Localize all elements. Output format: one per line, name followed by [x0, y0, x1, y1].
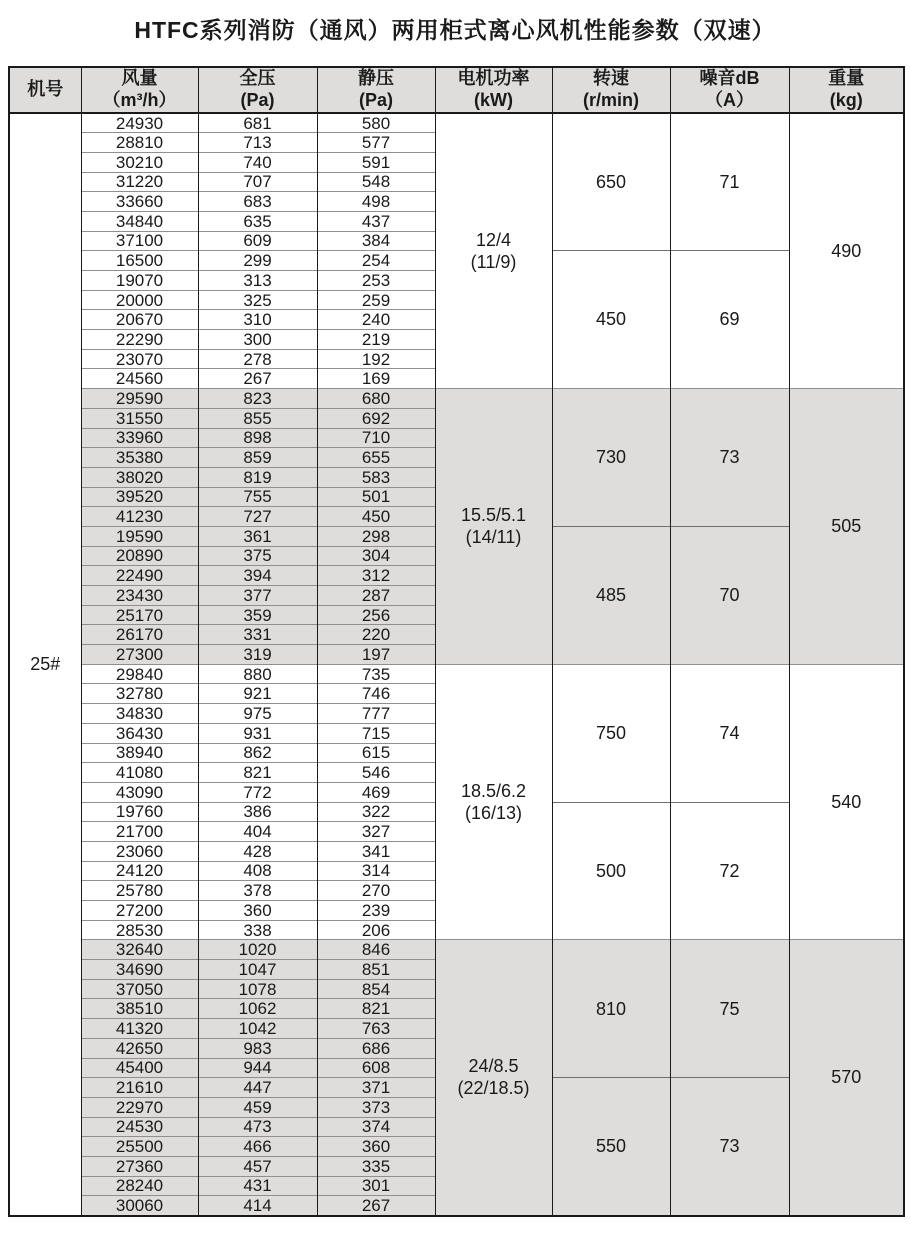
static-pressure-cell: 219: [317, 330, 435, 350]
static-pressure-cell: 169: [317, 369, 435, 389]
total-pressure-cell: 1062: [198, 999, 317, 1019]
header-unit: (kW): [474, 90, 513, 110]
motor-power-high: 12/4: [475, 229, 512, 250]
airflow-cell: 25170: [81, 605, 198, 625]
static-pressure-cell: 763: [317, 1019, 435, 1039]
column-header-4: [435, 67, 552, 113]
total-pressure-cell: 338: [198, 920, 317, 940]
static-pressure-cell: 312: [317, 566, 435, 586]
airflow-cell: 24930: [81, 113, 198, 133]
airflow-cell: 42650: [81, 1038, 198, 1058]
total-pressure-cell: 944: [198, 1058, 317, 1078]
total-pressure-cell: 681: [198, 113, 317, 133]
header-label: 噪音dB: [699, 68, 760, 89]
speed-cell: 810: [552, 940, 670, 1078]
total-pressure-cell: 1042: [198, 1019, 317, 1039]
header-row: [9, 67, 904, 113]
total-pressure-cell: 313: [198, 271, 317, 291]
airflow-cell: 45400: [81, 1058, 198, 1078]
airflow-cell: 33660: [81, 192, 198, 212]
header-label: 全压: [239, 68, 276, 89]
airflow-cell: 20000: [81, 290, 198, 310]
static-pressure-cell: 192: [317, 349, 435, 369]
table-row: [9, 113, 904, 133]
table-row: [9, 664, 904, 684]
static-pressure-cell: 854: [317, 979, 435, 999]
airflow-cell: 41080: [81, 763, 198, 783]
airflow-cell: 23430: [81, 586, 198, 606]
static-pressure-cell: 240: [317, 310, 435, 330]
airflow-cell: 27300: [81, 645, 198, 665]
airflow-cell: 26170: [81, 625, 198, 645]
static-pressure-cell: 715: [317, 723, 435, 743]
total-pressure-cell: 378: [198, 881, 317, 901]
header-label: 风量: [121, 68, 158, 89]
motor-power-cell: [435, 389, 552, 665]
noise-cell: 71: [670, 113, 789, 251]
static-pressure-cell: 373: [317, 1097, 435, 1117]
static-pressure-cell: 371: [317, 1078, 435, 1098]
airflow-cell: 35380: [81, 448, 198, 468]
speed-cell: 650: [552, 113, 670, 251]
total-pressure-cell: 713: [198, 133, 317, 153]
static-pressure-cell: 374: [317, 1117, 435, 1137]
static-pressure-cell: 450: [317, 507, 435, 527]
static-pressure-cell: 341: [317, 841, 435, 861]
airflow-cell: 22970: [81, 1097, 198, 1117]
fan-performance-table: [8, 66, 905, 1217]
weight-cell: 570: [789, 940, 904, 1216]
motor-power-low: (11/9): [470, 252, 517, 273]
static-pressure-cell: 577: [317, 133, 435, 153]
header-unit: （m³/h）: [102, 90, 177, 110]
header-label: 机号: [27, 79, 64, 100]
header-unit: (Pa): [240, 90, 275, 110]
airflow-cell: 34690: [81, 960, 198, 980]
noise-cell: 74: [670, 664, 789, 802]
total-pressure-cell: 459: [198, 1097, 317, 1117]
airflow-cell: 23060: [81, 841, 198, 861]
airflow-cell: 25780: [81, 881, 198, 901]
static-pressure-cell: 469: [317, 782, 435, 802]
column-header-7: [789, 67, 904, 113]
total-pressure-cell: 408: [198, 861, 317, 881]
header-label: 静压: [358, 68, 394, 89]
airflow-cell: 22290: [81, 330, 198, 350]
airflow-cell: 30210: [81, 152, 198, 172]
total-pressure-cell: 404: [198, 822, 317, 842]
airflow-cell: 22490: [81, 566, 198, 586]
total-pressure-cell: 428: [198, 841, 317, 861]
airflow-cell: 24560: [81, 369, 198, 389]
static-pressure-cell: 821: [317, 999, 435, 1019]
airflow-cell: 31550: [81, 408, 198, 428]
speed-cell: 730: [552, 389, 670, 527]
total-pressure-cell: 1078: [198, 979, 317, 999]
total-pressure-cell: 1020: [198, 940, 317, 960]
header-unit: (Pa): [358, 90, 393, 110]
motor-power-low: (14/11): [465, 527, 522, 548]
total-pressure-cell: 880: [198, 664, 317, 684]
static-pressure-cell: 322: [317, 802, 435, 822]
static-pressure-cell: 314: [317, 861, 435, 881]
static-pressure-cell: 384: [317, 231, 435, 251]
header-label: 重量: [828, 68, 865, 89]
total-pressure-cell: 609: [198, 231, 317, 251]
motor-power-high: 18.5/6.2: [460, 780, 527, 801]
weight-cell: 490: [789, 113, 904, 389]
static-pressure-cell: 686: [317, 1038, 435, 1058]
airflow-cell: 20670: [81, 310, 198, 330]
airflow-cell: 38510: [81, 999, 198, 1019]
total-pressure-cell: 431: [198, 1176, 317, 1196]
total-pressure-cell: 325: [198, 290, 317, 310]
static-pressure-cell: 360: [317, 1137, 435, 1157]
total-pressure-cell: 1047: [198, 960, 317, 980]
column-header-6: [670, 67, 789, 113]
static-pressure-cell: 220: [317, 625, 435, 645]
airflow-cell: 38020: [81, 467, 198, 487]
airflow-cell: 41230: [81, 507, 198, 527]
total-pressure-cell: 300: [198, 330, 317, 350]
static-pressure-cell: 655: [317, 448, 435, 468]
airflow-cell: 32780: [81, 684, 198, 704]
total-pressure-cell: 823: [198, 389, 317, 409]
airflow-cell: 37100: [81, 231, 198, 251]
table-row: [9, 389, 904, 409]
total-pressure-cell: 278: [198, 349, 317, 369]
total-pressure-cell: 898: [198, 428, 317, 448]
noise-cell: 69: [670, 251, 789, 389]
static-pressure-cell: 735: [317, 664, 435, 684]
static-pressure-cell: 437: [317, 211, 435, 231]
speed-cell: 485: [552, 526, 670, 664]
static-pressure-cell: 498: [317, 192, 435, 212]
static-pressure-cell: 253: [317, 271, 435, 291]
total-pressure-cell: 931: [198, 723, 317, 743]
total-pressure-cell: 299: [198, 251, 317, 271]
airflow-cell: 39520: [81, 487, 198, 507]
static-pressure-cell: 304: [317, 546, 435, 566]
table-row: [9, 940, 904, 960]
column-header-1: [81, 67, 198, 113]
airflow-cell: 38940: [81, 743, 198, 763]
header-label: 电机功率: [457, 68, 530, 89]
static-pressure-cell: 301: [317, 1176, 435, 1196]
total-pressure-cell: 394: [198, 566, 317, 586]
noise-cell: 75: [670, 940, 789, 1078]
airflow-cell: 43090: [81, 782, 198, 802]
airflow-cell: 29590: [81, 389, 198, 409]
header-unit: （A）: [705, 90, 754, 110]
noise-cell: 72: [670, 802, 789, 940]
total-pressure-cell: 414: [198, 1196, 317, 1216]
airflow-cell: 30060: [81, 1196, 198, 1216]
static-pressure-cell: 546: [317, 763, 435, 783]
total-pressure-cell: 859: [198, 448, 317, 468]
airflow-cell: 34840: [81, 211, 198, 231]
column-header-5: [552, 67, 670, 113]
table-body: [9, 113, 904, 1216]
total-pressure-cell: 267: [198, 369, 317, 389]
airflow-cell: 27200: [81, 901, 198, 921]
static-pressure-cell: 259: [317, 290, 435, 310]
static-pressure-cell: 710: [317, 428, 435, 448]
total-pressure-cell: 683: [198, 192, 317, 212]
header-unit: (r/min): [583, 90, 639, 110]
airflow-cell: 24120: [81, 861, 198, 881]
motor-power-high: 15.5/5.1: [460, 504, 527, 525]
static-pressure-cell: 256: [317, 605, 435, 625]
total-pressure-cell: 386: [198, 802, 317, 822]
static-pressure-cell: 580: [317, 113, 435, 133]
static-pressure-cell: 548: [317, 172, 435, 192]
total-pressure-cell: 457: [198, 1156, 317, 1176]
total-pressure-cell: 473: [198, 1117, 317, 1137]
airflow-cell: 28810: [81, 133, 198, 153]
noise-cell: 70: [670, 526, 789, 664]
static-pressure-cell: 615: [317, 743, 435, 763]
airflow-cell: 21610: [81, 1078, 198, 1098]
airflow-cell: 20890: [81, 546, 198, 566]
column-header-3: [317, 67, 435, 113]
total-pressure-cell: 862: [198, 743, 317, 763]
airflow-cell: 23070: [81, 349, 198, 369]
airflow-cell: 31220: [81, 172, 198, 192]
total-pressure-cell: 983: [198, 1038, 317, 1058]
speed-cell: 550: [552, 1078, 670, 1216]
total-pressure-cell: 319: [198, 645, 317, 665]
static-pressure-cell: 777: [317, 704, 435, 724]
airflow-cell: 28530: [81, 920, 198, 940]
airflow-cell: 19590: [81, 526, 198, 546]
weight-cell: 540: [789, 664, 904, 940]
static-pressure-cell: 608: [317, 1058, 435, 1078]
motor-power-cell: [435, 664, 552, 940]
static-pressure-cell: 206: [317, 920, 435, 940]
motor-power-cell: [435, 113, 552, 389]
total-pressure-cell: 466: [198, 1137, 317, 1157]
speed-cell: 500: [552, 802, 670, 940]
static-pressure-cell: 591: [317, 152, 435, 172]
total-pressure-cell: 361: [198, 526, 317, 546]
speed-cell: 750: [552, 664, 670, 802]
total-pressure-cell: 375: [198, 546, 317, 566]
static-pressure-cell: 298: [317, 526, 435, 546]
total-pressure-cell: 755: [198, 487, 317, 507]
column-header-0: [9, 67, 81, 113]
noise-cell: 73: [670, 1078, 789, 1216]
airflow-cell: 25500: [81, 1137, 198, 1157]
airflow-cell: 32640: [81, 940, 198, 960]
total-pressure-cell: 921: [198, 684, 317, 704]
total-pressure-cell: 360: [198, 901, 317, 921]
weight-cell: 505: [789, 389, 904, 665]
total-pressure-cell: 855: [198, 408, 317, 428]
airflow-cell: 19070: [81, 271, 198, 291]
noise-cell: 73: [670, 389, 789, 527]
airflow-cell: 16500: [81, 251, 198, 271]
total-pressure-cell: 821: [198, 763, 317, 783]
airflow-cell: 19760: [81, 802, 198, 822]
total-pressure-cell: 331: [198, 625, 317, 645]
static-pressure-cell: 335: [317, 1156, 435, 1176]
motor-power-low: (22/18.5): [457, 1078, 530, 1099]
total-pressure-cell: 635: [198, 211, 317, 231]
static-pressure-cell: 583: [317, 467, 435, 487]
static-pressure-cell: 239: [317, 901, 435, 921]
airflow-cell: 28240: [81, 1176, 198, 1196]
static-pressure-cell: 197: [317, 645, 435, 665]
total-pressure-cell: 707: [198, 172, 317, 192]
airflow-cell: 37050: [81, 979, 198, 999]
static-pressure-cell: 267: [317, 1196, 435, 1216]
total-pressure-cell: 727: [198, 507, 317, 527]
total-pressure-cell: 377: [198, 586, 317, 606]
fan-model-cell: 25#: [9, 113, 81, 1216]
motor-power-low: (16/13): [464, 803, 523, 824]
total-pressure-cell: 819: [198, 467, 317, 487]
page-title: HTFC系列消防（通风）两用柜式离心风机性能参数（双速）: [134, 17, 776, 43]
total-pressure-cell: 772: [198, 782, 317, 802]
static-pressure-cell: 851: [317, 960, 435, 980]
motor-power-high: 24/8.5: [468, 1055, 519, 1076]
airflow-cell: 34830: [81, 704, 198, 724]
static-pressure-cell: 746: [317, 684, 435, 704]
total-pressure-cell: 975: [198, 704, 317, 724]
header-label: 转速: [593, 68, 629, 89]
static-pressure-cell: 680: [317, 389, 435, 409]
header-unit: (kg): [829, 90, 863, 110]
static-pressure-cell: 270: [317, 881, 435, 901]
static-pressure-cell: 501: [317, 487, 435, 507]
airflow-cell: 29840: [81, 664, 198, 684]
speed-cell: 450: [552, 251, 670, 389]
airflow-cell: 41320: [81, 1019, 198, 1039]
motor-power-cell: [435, 940, 552, 1216]
static-pressure-cell: 287: [317, 586, 435, 606]
airflow-cell: 33960: [81, 428, 198, 448]
total-pressure-cell: 359: [198, 605, 317, 625]
static-pressure-cell: 846: [317, 940, 435, 960]
column-header-2: [198, 67, 317, 113]
static-pressure-cell: 692: [317, 408, 435, 428]
airflow-cell: 21700: [81, 822, 198, 842]
total-pressure-cell: 310: [198, 310, 317, 330]
airflow-cell: 24530: [81, 1117, 198, 1137]
static-pressure-cell: 254: [317, 251, 435, 271]
total-pressure-cell: 740: [198, 152, 317, 172]
airflow-cell: 36430: [81, 723, 198, 743]
table-header: [9, 67, 904, 113]
total-pressure-cell: 447: [198, 1078, 317, 1098]
airflow-cell: 27360: [81, 1156, 198, 1176]
static-pressure-cell: 327: [317, 822, 435, 842]
